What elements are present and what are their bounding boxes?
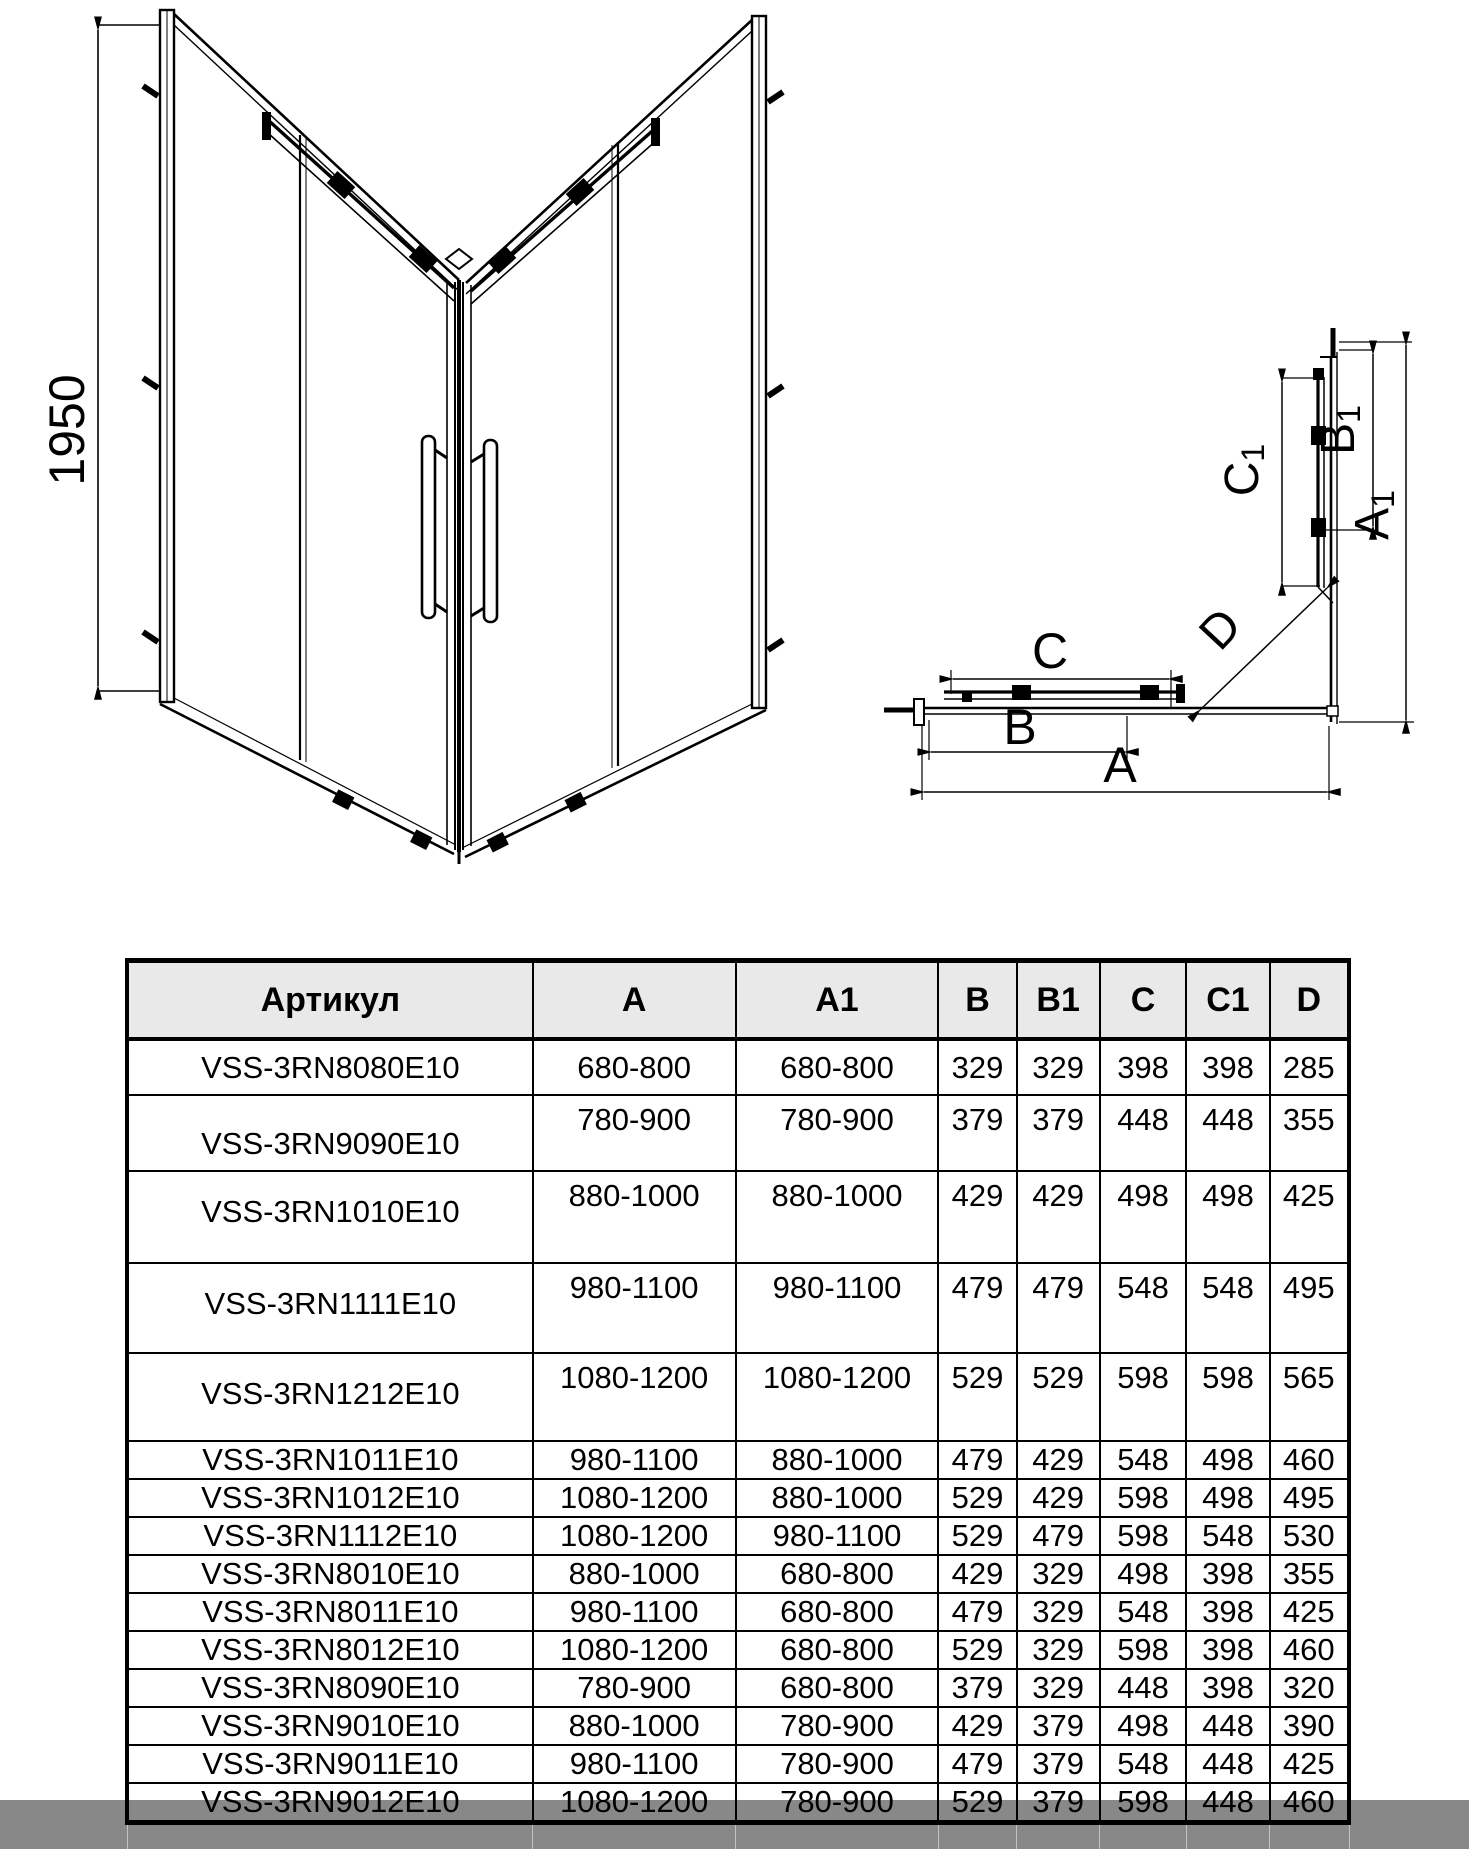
enclosure-plan-svg	[880, 280, 1440, 880]
cell-a1: 880-1000	[736, 1441, 939, 1479]
cell-c: 598	[1100, 1479, 1187, 1517]
cell-c1: 548	[1186, 1517, 1269, 1555]
cell-article: VSS-3RN9011E10	[127, 1745, 533, 1783]
door-handle-left	[422, 436, 447, 618]
cell-a: 980-1100	[533, 1593, 736, 1631]
header-col-article: Артикул	[127, 961, 533, 1040]
dimension-c	[951, 623, 1171, 708]
cell-a1: 780-900	[736, 1783, 939, 1823]
cell-article: VSS-3RN8012E10	[127, 1631, 533, 1669]
cell-a: 780-900	[533, 1669, 736, 1707]
table-row	[127, 1441, 1349, 1479]
dimension-a	[922, 724, 1329, 800]
cell-c1: 448	[1186, 1745, 1269, 1783]
cell-a1: 780-900	[736, 1745, 939, 1783]
dimension-a1	[1339, 342, 1414, 722]
cell-a1: 680-800	[736, 1631, 939, 1669]
table-row	[127, 1745, 1349, 1783]
cell-c1: 398	[1186, 1631, 1269, 1669]
ghost-cell	[127, 1823, 533, 1849]
cell-d: 425	[1270, 1171, 1349, 1263]
cell-a: 1080-1200	[533, 1631, 736, 1669]
cell-article: VSS-3RN8011E10	[127, 1593, 533, 1631]
cell-b: 329	[938, 1039, 1016, 1095]
dimension-a-label: A	[1103, 737, 1137, 793]
cell-b1: 479	[1017, 1263, 1100, 1353]
cell-d: 285	[1270, 1039, 1349, 1095]
cell-c: 498	[1100, 1171, 1187, 1263]
cell-c1: 398	[1186, 1593, 1269, 1631]
table-row	[127, 1171, 1349, 1263]
cell-a: 780-900	[533, 1095, 736, 1171]
table-row	[127, 1631, 1349, 1669]
cell-b1: 429	[1017, 1479, 1100, 1517]
height-dimension-label: 1950	[39, 374, 95, 486]
cell-article: VSS-3RN9090E10	[127, 1095, 533, 1171]
door-handle-right	[471, 440, 497, 622]
table-row	[127, 1555, 1349, 1593]
cell-d: 425	[1270, 1745, 1349, 1783]
cell-b: 429	[938, 1707, 1016, 1745]
cell-b: 479	[938, 1441, 1016, 1479]
cell-a1: 880-1000	[736, 1479, 939, 1517]
enclosure-isometric-drawing	[40, 0, 780, 875]
ghost-cell	[1017, 1823, 1100, 1849]
plan-sliding-panel-right	[1311, 368, 1333, 603]
cell-d: 425	[1270, 1593, 1349, 1631]
cell-c1: 498	[1186, 1441, 1269, 1479]
dimension-b-label: B	[1003, 699, 1037, 755]
door-track-right	[471, 118, 660, 304]
cell-b1: 479	[1017, 1517, 1100, 1555]
cell-article: VSS-3RN8090E10	[127, 1669, 533, 1707]
cell-b1: 379	[1017, 1707, 1100, 1745]
table-row	[127, 1783, 1349, 1823]
header-col-b1: B1	[1017, 961, 1100, 1040]
header-col-a1: A1	[736, 961, 939, 1040]
cell-c: 448	[1100, 1669, 1187, 1707]
plan-sliding-panel-bottom	[944, 684, 1185, 703]
cell-c: 598	[1100, 1631, 1187, 1669]
cell-b: 479	[938, 1593, 1016, 1631]
cell-b1: 379	[1017, 1783, 1100, 1823]
table-row	[127, 1263, 1349, 1353]
cell-article: VSS-3RN1010E10	[127, 1171, 533, 1263]
cell-a: 880-1000	[533, 1707, 736, 1745]
cell-article: VSS-3RN8010E10	[127, 1555, 533, 1593]
dimensions-table-header	[127, 961, 1349, 1040]
table-row	[127, 1353, 1349, 1441]
ghost-cell	[1270, 1823, 1349, 1849]
cell-a: 1080-1200	[533, 1783, 736, 1823]
ghost-cell	[736, 1823, 939, 1849]
cell-b: 529	[938, 1517, 1016, 1555]
dimension-d-label: D	[1189, 598, 1252, 661]
ghost-cell	[1186, 1823, 1269, 1849]
cell-a1: 680-800	[736, 1669, 939, 1707]
header-col-c1: C1	[1186, 961, 1269, 1040]
cell-b1: 529	[1017, 1353, 1100, 1441]
cell-a: 880-1000	[533, 1555, 736, 1593]
cell-a: 680-800	[533, 1039, 736, 1095]
table-row	[127, 1593, 1349, 1631]
cell-a1: 1080-1200	[736, 1353, 939, 1441]
cell-b: 529	[938, 1631, 1016, 1669]
dimension-c-label: C	[1031, 623, 1069, 679]
cell-d: 495	[1270, 1479, 1349, 1517]
cell-b1: 329	[1017, 1593, 1100, 1631]
cell-b1: 429	[1017, 1171, 1100, 1263]
cell-a1: 780-900	[736, 1095, 939, 1171]
cell-d: 320	[1270, 1669, 1349, 1707]
cell-b: 429	[938, 1171, 1016, 1263]
table-row	[127, 1095, 1349, 1171]
cell-b1: 329	[1017, 1631, 1100, 1669]
cell-a: 1080-1200	[533, 1517, 736, 1555]
dimension-c1	[1216, 378, 1320, 586]
table-row	[127, 1039, 1349, 1095]
dimensions-table-body	[127, 1039, 1349, 1849]
cell-c1: 398	[1186, 1555, 1269, 1593]
cell-b1: 379	[1017, 1745, 1100, 1783]
cell-c: 398	[1100, 1039, 1187, 1095]
cell-c1: 448	[1186, 1707, 1269, 1745]
cell-article: VSS-3RN1112E10	[127, 1517, 533, 1555]
height-dimension	[39, 25, 162, 691]
cell-article: VSS-3RN1012E10	[127, 1479, 533, 1517]
header-col-c: C	[1100, 961, 1187, 1040]
dimension-a1-label: A1	[1346, 490, 1401, 540]
cell-c1: 398	[1186, 1669, 1269, 1707]
cell-c1: 498	[1186, 1479, 1269, 1517]
corner-post	[446, 249, 472, 852]
plan-wall-bottom	[884, 699, 1338, 725]
cell-c1: 598	[1186, 1353, 1269, 1441]
cell-c: 598	[1100, 1353, 1187, 1441]
cell-a1: 980-1100	[736, 1517, 939, 1555]
wall-profile-left	[160, 10, 174, 702]
cell-c1: 448	[1186, 1095, 1269, 1171]
cell-d: 460	[1270, 1783, 1349, 1823]
cell-b: 529	[938, 1479, 1016, 1517]
cell-c1: 448	[1186, 1783, 1269, 1823]
dimension-b1-label: B1	[1312, 405, 1367, 455]
corner-cap-icon	[446, 249, 472, 269]
cell-article: VSS-3RN8080E10	[127, 1039, 533, 1095]
cell-a: 1080-1200	[533, 1479, 736, 1517]
cell-d: 460	[1270, 1441, 1349, 1479]
cell-c1: 398	[1186, 1039, 1269, 1095]
cell-b: 379	[938, 1669, 1016, 1707]
cell-c: 548	[1100, 1441, 1187, 1479]
cell-article: VSS-3RN9012E10	[127, 1783, 533, 1823]
table-row	[127, 1707, 1349, 1745]
cell-article: VSS-3RN1212E10	[127, 1353, 533, 1441]
cell-d: 460	[1270, 1631, 1349, 1669]
cell-c1: 498	[1186, 1171, 1269, 1263]
cell-c: 498	[1100, 1555, 1187, 1593]
cell-c: 498	[1100, 1707, 1187, 1745]
cell-c: 448	[1100, 1095, 1187, 1171]
cell-b: 379	[938, 1095, 1016, 1171]
header-col-a: A	[533, 961, 736, 1040]
header-col-d: D	[1270, 961, 1349, 1040]
cell-b1: 329	[1017, 1669, 1100, 1707]
cell-d: 390	[1270, 1707, 1349, 1745]
cell-article: VSS-3RN1011E10	[127, 1441, 533, 1479]
cell-a: 1080-1200	[533, 1353, 736, 1441]
dimensions-table	[125, 958, 1351, 1849]
cell-c: 598	[1100, 1783, 1187, 1823]
cell-a: 980-1100	[533, 1745, 736, 1783]
cell-b1: 329	[1017, 1039, 1100, 1095]
cell-d: 565	[1270, 1353, 1349, 1441]
ghost-cell	[938, 1823, 1016, 1849]
cell-a1: 780-900	[736, 1707, 939, 1745]
table-row	[127, 1517, 1349, 1555]
cell-a1: 680-800	[736, 1555, 939, 1593]
cell-a1: 680-800	[736, 1593, 939, 1631]
cell-c: 548	[1100, 1745, 1187, 1783]
cell-d: 355	[1270, 1095, 1349, 1171]
cell-d: 530	[1270, 1517, 1349, 1555]
ghost-cell	[1100, 1823, 1187, 1849]
cell-d: 495	[1270, 1263, 1349, 1353]
cell-c1: 548	[1186, 1263, 1269, 1353]
dimension-c1-label: C1	[1216, 443, 1271, 497]
cell-a: 980-1100	[533, 1263, 736, 1353]
cell-a: 980-1100	[533, 1441, 736, 1479]
ghost-row	[127, 1823, 1349, 1849]
cell-article: VSS-3RN1111E10	[127, 1263, 533, 1353]
cell-a: 880-1000	[533, 1171, 736, 1263]
cell-c: 548	[1100, 1263, 1187, 1353]
ghost-cell	[533, 1823, 736, 1849]
cell-c: 598	[1100, 1517, 1187, 1555]
dimension-d	[1189, 588, 1327, 710]
cell-a1: 680-800	[736, 1039, 939, 1095]
cell-b: 429	[938, 1555, 1016, 1593]
header-col-b: B	[938, 961, 1016, 1040]
cell-b1: 379	[1017, 1095, 1100, 1171]
table-row	[127, 1479, 1349, 1517]
cell-b1: 329	[1017, 1555, 1100, 1593]
cell-b: 479	[938, 1745, 1016, 1783]
enclosure-isometric-svg	[40, 0, 780, 870]
cell-b: 529	[938, 1783, 1016, 1823]
header-row	[127, 961, 1349, 1040]
cell-a1: 880-1000	[736, 1171, 939, 1263]
wall-profile-right	[752, 16, 766, 708]
enclosure-plan-drawing	[880, 280, 1440, 885]
cell-b: 529	[938, 1353, 1016, 1441]
door-track-left	[262, 112, 454, 301]
cell-c: 548	[1100, 1593, 1187, 1631]
cell-b1: 429	[1017, 1441, 1100, 1479]
cell-b: 479	[938, 1263, 1016, 1353]
cell-d: 355	[1270, 1555, 1349, 1593]
cell-article: VSS-3RN9010E10	[127, 1707, 533, 1745]
table-row	[127, 1669, 1349, 1707]
cell-a1: 980-1100	[736, 1263, 939, 1353]
